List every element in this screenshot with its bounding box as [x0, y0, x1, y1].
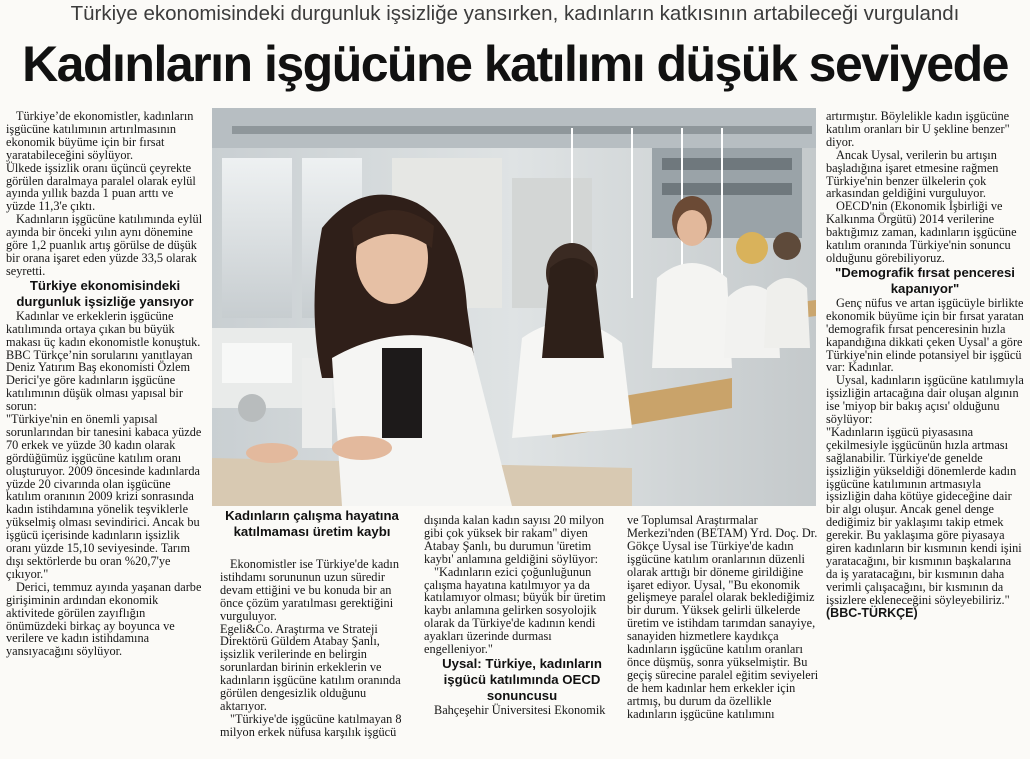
- article-column-1: [6, 110, 204, 658]
- paragraph: Türkiye’de ekonomistler, kadınların işgücüne katılımının artırılmasının ekonomik büyüme için bir fırsat yaratabileceğini söylüyor.: [6, 109, 194, 162]
- paragraph: "Kadınların işgücü piyasasına çekilmesiyle işgücünün hızla artması sağlanabilir. Türkiye'de genelde işsizliğin yükseldiği dönemlerde kadın işgücüne katılımının artmasıyla işsizliğin daha kötüye gideceğine dair bir algı oluşur. Ancak genel denge dediğimiz bir yaklaşımı takip etmek gerekir. Bu yaklaşıma göre piyasaya giren kadınların bir kısmının kendi işini yaratacağını, bir kısmının başkalarına da iş yaratacağını, bir kısmının daha verimli çalışacağını, bir kısmının da işsizlere ekleneceğini söyleyebiliriz.": [826, 424, 1022, 607]
- article-column-2: [220, 558, 416, 739]
- paragraph: "Türkiye'de işgücüne katılmayan 8 milyon erkek nüfusa karşılık işgücü: [220, 711, 402, 739]
- source-signature: (BBC-TÜRKÇE): [826, 605, 918, 620]
- photo-caption: Kadınların çalışma hayatına katılmaması üretim kaybı: [225, 508, 399, 539]
- paragraph: Kadınların işgücüne katılımında eylül ayında bir önceki yılın aynı dönemine göre 1,2 puanlık artış görülse de düşük bir orana işaret eden yüzde 33,5 olarak seyretti.: [6, 212, 203, 278]
- article-column-4: [627, 514, 819, 721]
- paragraph: Egeli&Co. Araştırma ve Strateji Direktörü Güldem Atabay Şanlı, işsizlik verilerinde en belirgin sorunlardan birinin erkeklerin ve kadınların işgücüne katılım oranında görülen dengesizlik olduğunu aktarıyor.: [220, 621, 401, 713]
- textile-workshop-photo: [212, 108, 816, 506]
- subheading: Türkiye ekonomisindeki durgunluk işsizliğe yansıyor: [16, 277, 194, 309]
- article-photo: [212, 108, 816, 506]
- paragraph: artırmıştır. Böylelikle kadın işgücüne katılım oranları bir U şekline benzer" diyor.: [826, 109, 1010, 149]
- paragraph: "Kadınların ezici çoğunluğunun çalışma hayatına katılmıyor ya da katılamıyor olması; büyük bir üretim kaybı anlamına gelirken sosyolojik olarak da Türkiye'de kadının kendi ayakları üzerinde durması engelleniyor.": [424, 564, 606, 657]
- paragraph: Bahçeşehir Üniversitesi Ekonomik: [434, 702, 606, 717]
- subheading: Uysal: Türkiye, kadınların işgücü katılımında OECD sonuncusu: [442, 655, 602, 703]
- paragraph: Genç nüfus ve artan işgücüyle birlikte ekonomik büyüme için bir fırsat yaratan 'demografik fırsat penceresinin hızla kapandığına dikkati çeken Uysal' a göre Türkiye'nin elinde potansiyel bir işgücü var: Kadınlar.: [826, 295, 1024, 375]
- paragraph: Kadınlar ve erkeklerin işgücüne katılımında ortaya çıkan bu büyük makası üç kadın ekonomistle konuştuk.: [6, 308, 201, 349]
- paragraph: Ülkede işsizlik oranı üçüncü çeyrekte görülen daralmaya paralel olarak eylül ayında yıllık bazda 1 puan arttı ve yüzde 11,3'e çıktı.: [6, 160, 196, 214]
- paragraph: Uysal, kadınların işgücüne katılımıyla işsizliğin artacağına dair oluşan algının ise 'miyop bir bakış açısı' olduğunu söylüyor:: [826, 373, 1024, 427]
- paragraph: Derici, temmuz ayında yaşanan darbe girişiminin ardından ekonomik aktivitede görülen zayıflığın önümüzdeki birkaç ay boyunca ve verilere ve kadın istihdamına yansıyacağını söylüyor.: [6, 579, 202, 659]
- paragraph: BBC Türkçe’nin sorularını yanıtlayan Deniz Yatırım Baş ekonomisti Özlem Derici'ye göre kadınların işgücüne katılımının düşük olması yapısal bir sorun:: [6, 347, 193, 414]
- paragraph: Ancak Uysal, verilerin bu artışın başladığına işaret etmesine rağmen Türkiye'nin benzer ülkelerin çok arkasından geldiğini vurguluyor.: [826, 147, 999, 201]
- subheading: "Demografik fırsat penceresi kapanıyor": [835, 264, 1015, 296]
- article-headline: Kadınların işgücüne katılımı düşük seviyede: [22, 36, 1008, 92]
- paragraph: Ekonomistler ise Türkiye'de kadın istihdamı sorununun uzun süredir devam ettiğini ve bu konuda bir an önce çözüm yaratılması gerektiğini vurguluyor.: [220, 557, 399, 623]
- article-kicker: Türkiye ekonomisindeki durgunluk işsizliğe yansırken, kadınların katkısının artabileceği vurgulandı: [70, 2, 960, 25]
- paragraph: dışında kalan kadın sayısı 20 milyon gibi çok yüksek bir rakam" diyen Atabay Şanlı, bu durumun 'üretim kaybı' anlamına geldiğini söylüyor:: [424, 513, 604, 566]
- paragraph: ve Toplumsal Araştırmalar Merkezi'nden (BETAM) Yrd. Doç. Dr. Gökçe Uysal ise Türkiye'de kadın işgücüne katılım oranlarının düzenli olarak arttığı bir döneme girildiğine işaret ediyor. Uysal, "Bu ekonomik gelişmeye paralel olarak beklediğimiz bir durum. Yüksek gelirli ülkelerde üretim ve istihdam tarımdan sanayiye, sanayiden hizmetlere kaydıkça kadınların işgücüne katılım oranları önce düşmüş, sonra yükselmiştir. Bu geçiş sürecine paralel eğitim seviyeleri de hem kadınlar hem erkekler için artmış, bu durum da özellikle kadınların işgücüne katılımını: [627, 513, 819, 721]
- article-column-5: [826, 110, 1024, 620]
- article-column-3: [424, 514, 620, 717]
- paragraph: "Türkiye'nin en önemli yapısal sorunlarından bir tanesini kabaca yüzde 70 erkek ve yüzde 30 kadın olarak gördüğümüz işgücüne katılım oranı oluşturuyor. 2009 öncesinde kadınlarda yüzde 20 civarında olan işgücüne katılım oranının 2009 krizi sonrasında kadın istihdamına yönelik teşviklerle yükselmiş olması sevindirici. Ancak bu işgücü içerisinde kadınların işsizlik oranı yüzde 15,10 seviyesinde. Tarım dışı sektörlerde bu oran %20,7'ye çıkıyor.": [6, 412, 202, 581]
- paragraph: OECD'nin (Ekonomik İşbirliği ve Kalkınma Örgütü) 2014 verilerine baktığımız zaman, kadınların işgücüne katılım oranında Türkiye'nin sonuncu olduğunu görebiliyoruz.: [826, 199, 1017, 265]
